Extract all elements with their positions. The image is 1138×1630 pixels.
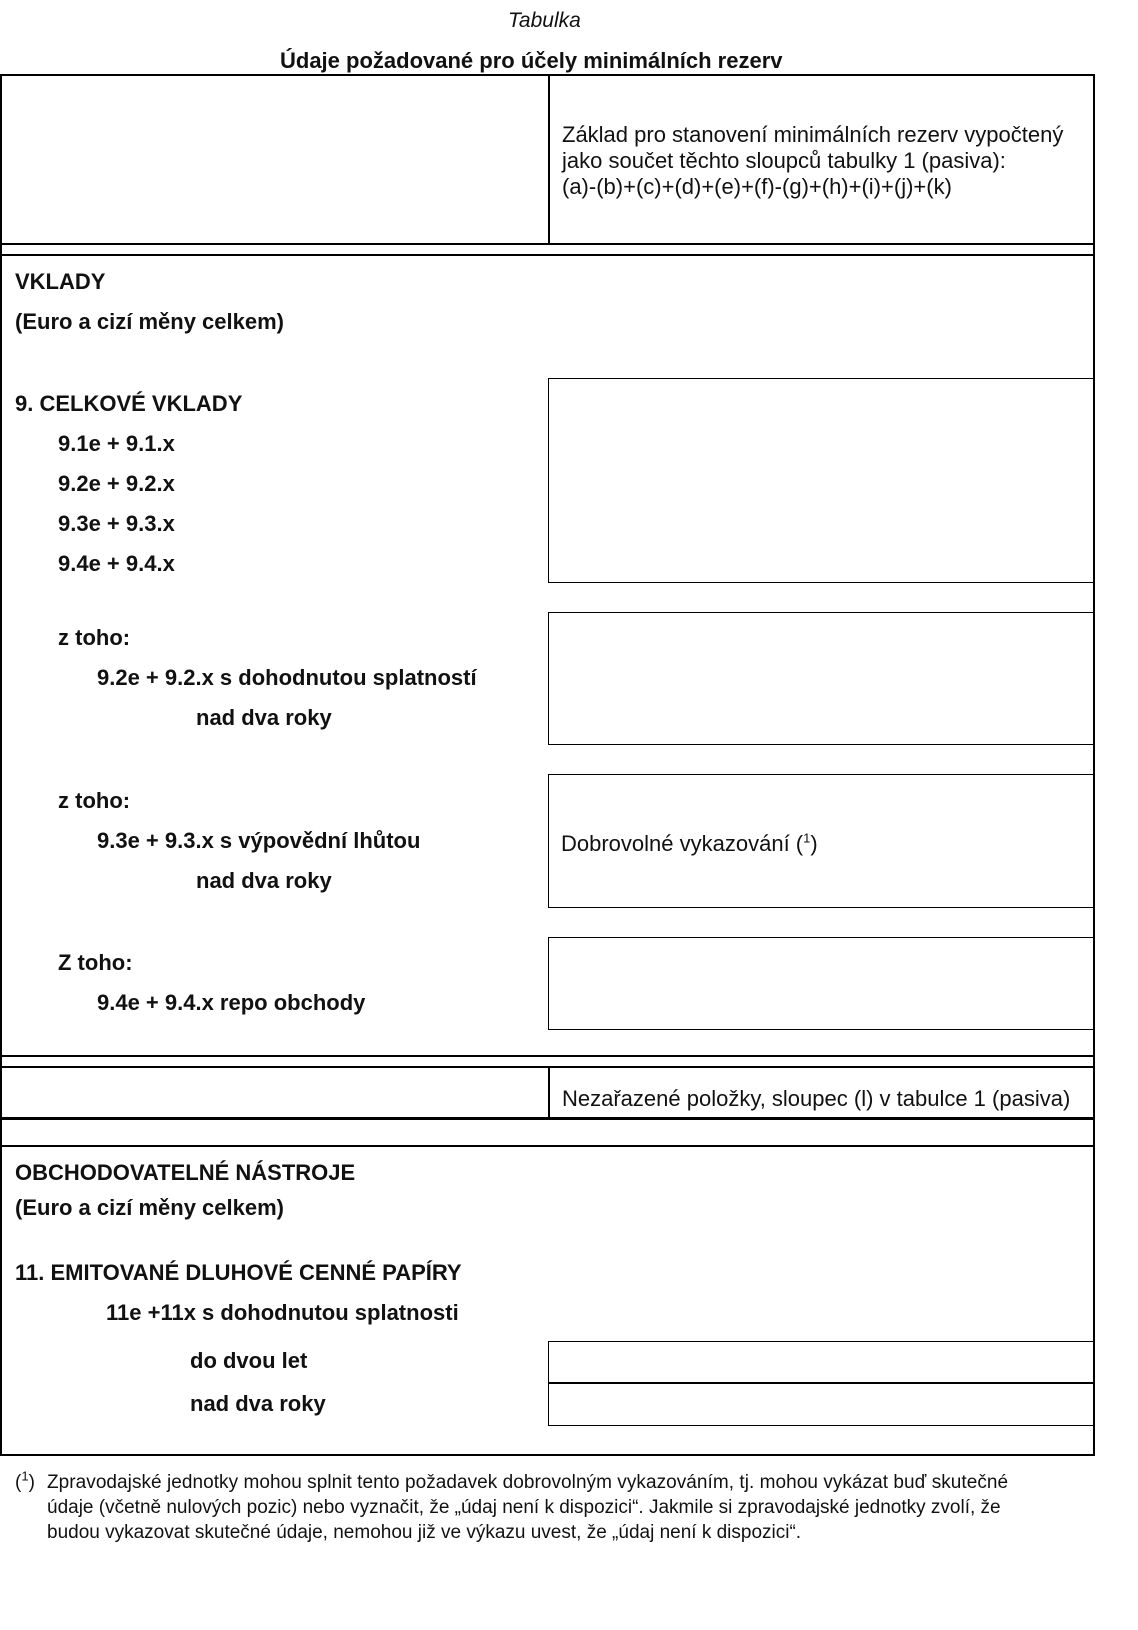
header-text-line-1: Základ pro stanovení minimálních rezerv vypočtený <box>562 122 1064 147</box>
over-two-years-label: nad dva roky <box>190 1391 326 1416</box>
header-divider <box>548 74 550 244</box>
up-to-two-years-box[interactable] <box>548 1341 1095 1384</box>
footnote-line-3: budou vykazovat skutečné údaje, nemohou již ve výkazu uvest, že „údaj není k dispozici“. <box>47 1522 802 1543</box>
deposit-item-2: 9.2e + 9.2.x <box>58 471 175 496</box>
of-which-label-3: Z toho: <box>58 950 133 975</box>
over-two-years-box[interactable] <box>548 1382 1095 1426</box>
notice-period-box[interactable] <box>548 774 1095 908</box>
deposits-subheading: (Euro a cizí měny celkem) <box>15 309 284 334</box>
agreed-maturity-box[interactable] <box>548 612 1095 745</box>
voluntary-reporting-text: Dobrovolné vykazování ($^1$) <box>561 830 818 856</box>
unclassified-rule-1 <box>0 1117 1095 1120</box>
footnote-line-1: Zpravodajské jednotky mohou splnit tento požadavek dobrovolným vykazováním, tj. mohou vykázat buď skutečné <box>47 1472 1009 1493</box>
repo-box[interactable] <box>548 937 1095 1030</box>
frame-right-rule <box>1093 74 1095 1456</box>
instruments-heading: OBCHODOVATELNÉ NÁSTROJE <box>15 1160 356 1185</box>
instruments-subheading: (Euro a cizí měny celkem) <box>15 1195 284 1220</box>
footnote-mark: ($^1$) <box>15 1468 35 1493</box>
unclassified-rule-2 <box>0 1145 1095 1147</box>
table-caption: Tabulka <box>508 9 581 32</box>
footnote-ref[interactable]: 1 <box>803 830 811 846</box>
agreed-maturity-over-two-years: nad dva roky <box>196 705 332 730</box>
up-to-two-years-label: do dvou let <box>190 1348 308 1373</box>
unclassified-label: Nezařazené položky, sloupec (l) v tabulce 1 (pasiva) <box>562 1086 1071 1111</box>
agreed-maturity-securities-label: 11e +11x s dohodnutou splatnosti <box>106 1300 459 1325</box>
deposit-item-3: 9.3e + 9.3.x <box>58 511 175 536</box>
notice-period-item: 9.3e + 9.3.x s výpovědní lhůtou <box>97 828 421 853</box>
agreed-maturity-item: 9.2e + 9.2.x s dohodnutou splatností <box>97 665 477 690</box>
header-text-line-2: jako součet těchto sloupců tabulky 1 (pasiva): <box>562 148 1006 173</box>
debt-securities-label: 11. EMITOVANÉ DLUHOVÉ CENNÉ PAPÍRY <box>15 1260 462 1285</box>
header-text-line-3: (a)-(b)+(c)+(d)+(e)+(f)-(g)+(h)+(i)+(j)+(k) <box>562 174 952 199</box>
header-rule-1 <box>0 243 1095 245</box>
notice-period-over-two-years: nad dva roky <box>196 868 332 893</box>
of-which-label-2: z toho: <box>58 788 131 813</box>
total-deposits-label: 9. CELKOVÉ VKLADY <box>15 391 243 416</box>
deposit-item-1: 9.1e + 9.1.x <box>58 431 175 456</box>
deposits-heading: VKLADY <box>15 269 106 294</box>
repo-item: 9.4e + 9.4.x repo obchody <box>97 990 366 1015</box>
header-rule-2 <box>0 254 1095 256</box>
unclassified-divider <box>548 1066 550 1118</box>
page-title: Údaje požadované pro účely minimálních rezerv <box>280 48 783 73</box>
deposit-item-4: 9.4e + 9.4.x <box>58 551 175 576</box>
of-which-label-1: z toho: <box>58 625 131 650</box>
total-deposits-box[interactable] <box>548 378 1095 583</box>
frame-left-rule <box>0 74 2 1456</box>
deposits-rule-1 <box>0 1055 1095 1057</box>
footnote-line-2: údaje (včetně nulových pozic) nebo vyznačit, že „údaj není k dispozici“. Jakmile si zpravodajské jednotky zvolí, že <box>47 1497 1001 1518</box>
frame-bottom-rule <box>0 1454 1095 1456</box>
